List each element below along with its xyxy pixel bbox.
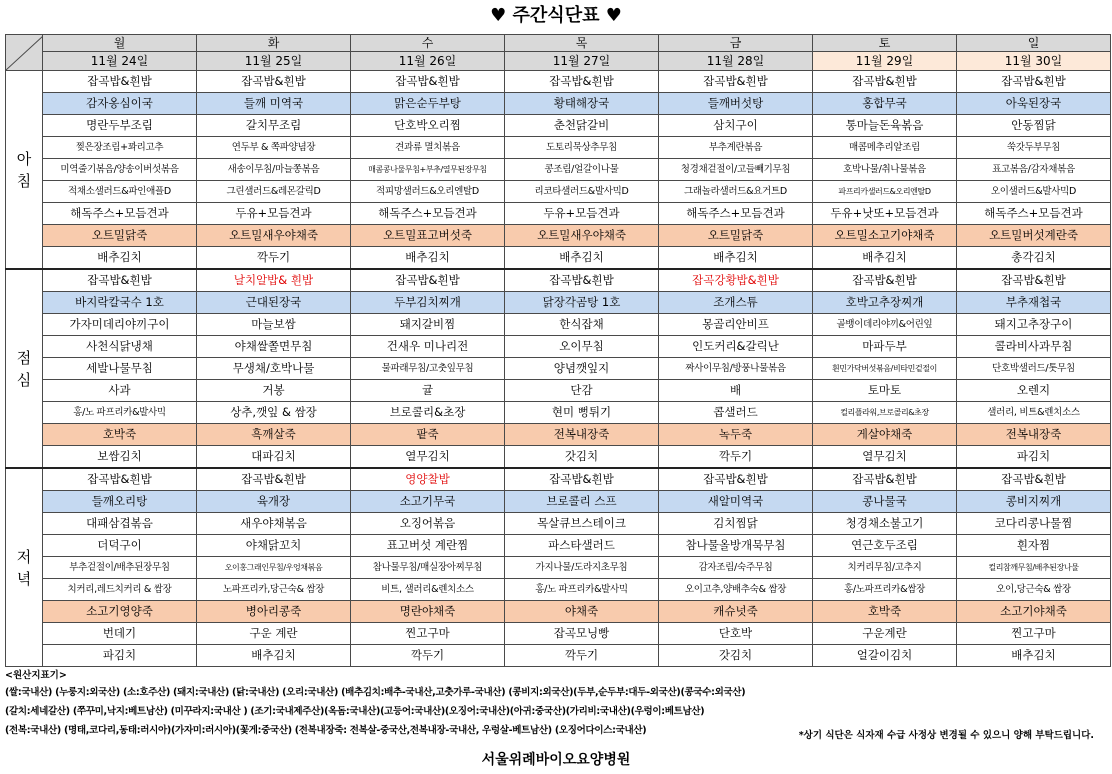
menu-item: 육개장 [197, 491, 351, 513]
menu-item: 브로콜리&초장 [351, 402, 505, 424]
menu-item: 해독주스+모듬견과 [957, 203, 1111, 225]
menu-item: 샐러리, 비트&렌치소스 [957, 402, 1111, 424]
menu-item: 연두부 & 쪽파양념장 [197, 137, 351, 159]
weekday-sat: 토 [813, 35, 957, 52]
menu-item: 새알미역국 [659, 491, 813, 513]
menu-item: 조개스튜 [659, 292, 813, 314]
menu-item: 몽골리안비프 [659, 314, 813, 336]
menu-item: 파프리카샐러드&오리엔탈D [813, 181, 957, 203]
menu-item: 안동찜닭 [957, 115, 1111, 137]
menu-item: 들깨버섯탕 [659, 93, 813, 115]
menu-item: 도토리묵상추무침 [505, 137, 659, 159]
menu-item: 미역줄기볶음/양송이버섯볶음 [43, 159, 197, 181]
menu-item: 해독주스+모듬견과 [43, 203, 197, 225]
menu-row-porr [6, 424, 1111, 446]
menu-item: 참나물올방개묵무침 [659, 535, 813, 557]
change-notice: *상기 식단은 식자재 수급 사정상 변경될 수 있으니 양해 부탁드립니다. [798, 730, 1094, 741]
menu-item: 상추,깻잎 & 쌈장 [197, 402, 351, 424]
menu-item: 호박고추장찌개 [813, 292, 957, 314]
menu-item: 명란야채죽 [351, 601, 505, 623]
hospital-name: 서울위례바이오요양병원 [481, 752, 631, 768]
menu-item: 깍두기 [351, 645, 505, 667]
menu-item: 소고기무국 [351, 491, 505, 513]
menu-item: 잡곡강황밥&흰밥 [659, 269, 813, 292]
menu-item: 배추김치 [659, 247, 813, 270]
menu-item: 마늘보쌈 [197, 314, 351, 336]
menu-item: 감자조림/숙주무침 [659, 557, 813, 579]
menu-item: 리코타샐러드&발사믹D [505, 181, 659, 203]
menu-item: 오렌지 [957, 380, 1111, 402]
menu-item: 김치찜닭 [659, 513, 813, 535]
menu-item: 홍합무국 [813, 93, 957, 115]
date-wed: 11월 26일 [351, 52, 505, 71]
menu-item: 잡곡밥&흰밥 [43, 468, 197, 491]
menu-item: 가지나물/도라지초무침 [505, 557, 659, 579]
menu-item: 콥샐러드 [659, 402, 813, 424]
menu-item: 그린샐러드&레몬갈릭D [197, 181, 351, 203]
menu-item: 부추계란볶음 [659, 137, 813, 159]
menu-item: 캐슈넛죽 [659, 601, 813, 623]
menu-item: 흰자찜 [957, 535, 1111, 557]
menu-item: 얼갈이김치 [813, 645, 957, 667]
origin-line: (쌀:국내산) (누룽지:외국산) (소:호주산) (돼지:국내산) (닭:국내산) (오리:국내산) (배추김치:배추-국내산,고춧가루-국내산) (콩비지:외국산)(두부,순두부:대두-외국산)(콩국수:외국산) [5, 687, 746, 698]
menu-row-side [6, 115, 1111, 137]
menu-item: 마파두부 [813, 336, 957, 358]
menu-item: 두유+모듬견과 [505, 203, 659, 225]
menu-item: 적채소샐러드&파인애플D [43, 181, 197, 203]
menu-item: 청경채겉절이/고들빼기무침 [659, 159, 813, 181]
menu-item: 단호박샐러드/톳무침 [957, 358, 1111, 380]
menu-item: 춘천닭갈비 [505, 115, 659, 137]
menu-row-kimchi [6, 645, 1111, 667]
menu-item: 단감 [505, 380, 659, 402]
menu-item: 배 [659, 380, 813, 402]
menu-item: 잡곡밥&흰밥 [659, 71, 813, 93]
menu-row-side [6, 181, 1111, 203]
menu-item: 배추김치 [505, 247, 659, 270]
menu-item: 갈치무조림 [197, 115, 351, 137]
menu-item: 잡곡밥&흰밥 [813, 269, 957, 292]
menu-row-side [6, 579, 1111, 601]
menu-item: 병아리콩죽 [197, 601, 351, 623]
menu-item: 돼지고추장구이 [957, 314, 1111, 336]
menu-item: 갓김치 [505, 446, 659, 469]
menu-item: 날치알밥& 흰밥 [197, 269, 351, 292]
menu-item: 오이샐러드&발사믹D [957, 181, 1111, 203]
menu-item: 대패삼겹볶음 [43, 513, 197, 535]
menu-row-side [6, 358, 1111, 380]
menu-item: 오징어볶음 [351, 513, 505, 535]
menu-item: 찐고구마 [351, 623, 505, 645]
menu-item: 부추겉절이/배추된장무침 [43, 557, 197, 579]
menu-item: 들깨오리탕 [43, 491, 197, 513]
weekday-header-row [6, 35, 1111, 52]
menu-row-soup [6, 93, 1111, 115]
menu-item: 총각김치 [957, 247, 1111, 270]
menu-item: 적피망샐러드&오리엔탈D [351, 181, 505, 203]
weekday-fri: 금 [659, 35, 813, 52]
menu-item: 잡곡밥&흰밥 [957, 71, 1111, 93]
menu-item: 파김치 [43, 645, 197, 667]
menu-item: 황태해장국 [505, 93, 659, 115]
menu-item: 소고기영양죽 [43, 601, 197, 623]
menu-item: 번데기 [43, 623, 197, 645]
menu-item: 물파래무침/고춧잎무침 [351, 358, 505, 380]
menu-item: 오트밀버섯계란죽 [957, 225, 1111, 247]
menu-item: 더덕구이 [43, 535, 197, 557]
menu-item: 야채죽 [505, 601, 659, 623]
menu-item: 찢은장조림+꽈리고추 [43, 137, 197, 159]
date-tue: 11월 25일 [197, 52, 351, 71]
menu-item: 짜사이무침/방풍나물볶음 [659, 358, 813, 380]
menu-item: 인도커리&갈릭난 [659, 336, 813, 358]
menu-item: 치커리,레드치커리 & 쌈장 [43, 579, 197, 601]
menu-item: 거봉 [197, 380, 351, 402]
menu-row-side [6, 203, 1111, 225]
menu-item: 현미 뻥튀기 [505, 402, 659, 424]
menu-item: 삼치구이 [659, 115, 813, 137]
menu-item: 세발나물무침 [43, 358, 197, 380]
menu-item: 연근호두조림 [813, 535, 957, 557]
menu-item: 콩조림/얼갈이나물 [505, 159, 659, 181]
menu-row-side [6, 159, 1111, 181]
menu-item: 잡곡밥&흰밥 [43, 71, 197, 93]
menu-item: 홍/노 파프리카&발사믹 [505, 579, 659, 601]
menu-item: 매콤콩나물무침+부추/열무된장무침 [351, 159, 505, 181]
menu-item: 대파김치 [197, 446, 351, 469]
menu-item: 잡곡밥&흰밥 [813, 71, 957, 93]
menu-item: 구운 계란 [197, 623, 351, 645]
date-thu: 11월 27일 [505, 52, 659, 71]
menu-item: 오이고추,양배추숙& 쌈장 [659, 579, 813, 601]
menu-item: 단호박 [659, 623, 813, 645]
menu-item: 호박죽 [813, 601, 957, 623]
menu-item: 귤 [351, 380, 505, 402]
menu-item: 잡곡밥&흰밥 [505, 269, 659, 292]
menu-item: 해독주스+모듬견과 [351, 203, 505, 225]
menu-row-rice [6, 71, 1111, 93]
menu-item: 통마늘돈육볶음 [813, 115, 957, 137]
menu-row-side [6, 535, 1111, 557]
menu-item: 전복내장죽 [505, 424, 659, 446]
menu-item: 깍두기 [505, 645, 659, 667]
meal-label: 저 녁 [6, 468, 43, 667]
menu-item: 오트밀새우야채죽 [197, 225, 351, 247]
menu-item: 파스타샐러드 [505, 535, 659, 557]
menu-row-side [6, 137, 1111, 159]
menu-item: 컬리참깨무침/배추된장나물 [957, 557, 1111, 579]
menu-item: 건새우 미나리전 [351, 336, 505, 358]
date-fri: 11월 28일 [659, 52, 813, 71]
menu-item: 소고기야채죽 [957, 601, 1111, 623]
menu-row-side [6, 380, 1111, 402]
menu-row-side [6, 402, 1111, 424]
menu-item: 전복내장죽 [957, 424, 1111, 446]
page-title: ♥ 주간식단표 ♥ [490, 5, 622, 26]
menu-item: 골뱅이데리야끼&어린잎 [813, 314, 957, 336]
menu-item: 해독주스+모듬견과 [659, 203, 813, 225]
menu-item: 영양찰밥 [351, 468, 505, 491]
menu-item: 참나물무침/매실장아찌무침 [351, 557, 505, 579]
menu-item: 잡곡밥&흰밥 [197, 468, 351, 491]
weekday-sun: 일 [957, 35, 1111, 52]
menu-item: 코다리콩나물찜 [957, 513, 1111, 535]
menu-item: 오트밀새우야채죽 [505, 225, 659, 247]
menu-item: 잡곡밥&흰밥 [659, 468, 813, 491]
menu-item: 잡곡모닝빵 [505, 623, 659, 645]
weekday-wed: 수 [351, 35, 505, 52]
menu-item: 그래놀라샐러드&요거트D [659, 181, 813, 203]
menu-item: 노파프리카,당근숙& 쌈장 [197, 579, 351, 601]
menu-row-porr [6, 601, 1111, 623]
weekday-tue: 화 [197, 35, 351, 52]
menu-item: 잡곡밥&흰밥 [351, 269, 505, 292]
menu-row-side [6, 336, 1111, 358]
menu-item: 두부김치찌개 [351, 292, 505, 314]
menu-item: 배추김치 [351, 247, 505, 270]
menu-item: 오이,당근숙& 쌈장 [957, 579, 1111, 601]
menu-item: 잡곡밥&흰밥 [351, 71, 505, 93]
meal-label: 아 침 [6, 71, 43, 270]
menu-item: 돼지갈비찜 [351, 314, 505, 336]
menu-item: 브로콜리 스프 [505, 491, 659, 513]
menu-item: 두유+모듬견과 [197, 203, 351, 225]
menu-item: 열무김치 [351, 446, 505, 469]
origin-heading: <원산지표기> [5, 670, 67, 681]
menu-item: 오트밀표고버섯죽 [351, 225, 505, 247]
menu-row-kimchi [6, 247, 1111, 270]
menu-row-rice [6, 468, 1111, 491]
origin-line: (전복:국내산) (명태,코다리,동태:러시아)(가자미:러시아)(꽃게:중국산) (전복내장죽: 전복살-중국산,전복내장-국내산, 우렁살-베트남산) (오징어다이스:국내산) [5, 725, 647, 736]
menu-item: 흑깨살죽 [197, 424, 351, 446]
menu-item: 표고버섯 계란찜 [351, 535, 505, 557]
menu-item: 맑은순두부탕 [351, 93, 505, 115]
menu-row-porr [6, 225, 1111, 247]
menu-item: 야채닭꼬치 [197, 535, 351, 557]
menu-item: 갓김치 [659, 645, 813, 667]
menu-item: 잡곡밥&흰밥 [957, 468, 1111, 491]
menu-item: 들깨 미역국 [197, 93, 351, 115]
menu-item: 깍두기 [659, 446, 813, 469]
date-sun: 11월 30일 [957, 52, 1111, 71]
menu-item: 오트밀닭죽 [43, 225, 197, 247]
menu-item: 목살큐브스테이크 [505, 513, 659, 535]
date-sat: 11월 29일 [813, 52, 957, 71]
menu-item: 무생채/호박나물 [197, 358, 351, 380]
menu-item: 견과류 멸치볶음 [351, 137, 505, 159]
menu-row-soup [6, 491, 1111, 513]
menu-item: 야채쌀쫄면무침 [197, 336, 351, 358]
menu-item: 깍두기 [197, 247, 351, 270]
menu-item: 컬리플라워,브로콜리&초장 [813, 402, 957, 424]
date-mon: 11월 24일 [43, 52, 197, 71]
menu-item: 잡곡밥&흰밥 [197, 71, 351, 93]
menu-item: 치커리무침/고추지 [813, 557, 957, 579]
menu-item: 게살야채죽 [813, 424, 957, 446]
menu-item: 팥죽 [351, 424, 505, 446]
menu-item: 사과 [43, 380, 197, 402]
menu-row-kimchi [6, 446, 1111, 469]
menu-item: 구운계란 [813, 623, 957, 645]
menu-item: 비트, 샐러리&렌치소스 [351, 579, 505, 601]
menu-item: 파김치 [957, 446, 1111, 469]
menu-item: 한식잡채 [505, 314, 659, 336]
menu-body [6, 71, 1111, 667]
menu-row-side [6, 623, 1111, 645]
menu-item: 잡곡밥&흰밥 [957, 269, 1111, 292]
menu-item: 배추김치 [957, 645, 1111, 667]
menu-item: 오트밀닭죽 [659, 225, 813, 247]
menu-item: 청경채소불고기 [813, 513, 957, 535]
menu-item: 녹두죽 [659, 424, 813, 446]
menu-item: 보쌈김치 [43, 446, 197, 469]
menu-item: 홍/노파프리카&쌈장 [813, 579, 957, 601]
menu-item: 콜라비사과무침 [957, 336, 1111, 358]
menu-item: 호박죽 [43, 424, 197, 446]
meal-label: 점 심 [6, 269, 43, 468]
menu-item: 새송이무침/마늘쫑볶음 [197, 159, 351, 181]
menu-item: 잡곡밥&흰밥 [813, 468, 957, 491]
origin-line: (갈치:세네갈산) (쭈꾸미,낙지:베트남산) (미꾸라지:국내산 ) (조기:국내제주산)(옥돔:국내산)(고등어:국내산)(오징어:국내산)(아귀:중국산)(가리비:국내산)(우렁이:베트남산) [5, 706, 705, 717]
menu-item: 쑥갓두부무침 [957, 137, 1111, 159]
menu-item: 배추김치 [43, 247, 197, 270]
menu-item: 배추김치 [813, 247, 957, 270]
menu-item: 잡곡밥&흰밥 [505, 468, 659, 491]
menu-item: 감자옹심이국 [43, 93, 197, 115]
menu-item: 매콤메추리알조림 [813, 137, 957, 159]
menu-item: 찐고구마 [957, 623, 1111, 645]
menu-item: 두유+낫또+모듬견과 [813, 203, 957, 225]
menu-item: 오이무침 [505, 336, 659, 358]
menu-item: 배추김치 [197, 645, 351, 667]
menu-item: 사천식닭냉채 [43, 336, 197, 358]
menu-item: 아욱된장국 [957, 93, 1111, 115]
menu-item: 근대된장국 [197, 292, 351, 314]
corner-cell [6, 35, 43, 71]
origin-info [5, 668, 1110, 740]
menu-item: 콩비지찌개 [957, 491, 1111, 513]
menu-row-side [6, 314, 1111, 336]
menu-item: 바지락칼국수 1호 [43, 292, 197, 314]
menu-item: 잡곡밥&흰밥 [505, 71, 659, 93]
menu-item: 열무김치 [813, 446, 957, 469]
menu-item: 닭장각곰탕 1호 [505, 292, 659, 314]
menu-row-soup [6, 292, 1111, 314]
menu-item: 부추재첩국 [957, 292, 1111, 314]
date-header-row [6, 52, 1111, 71]
menu-item: 가자미데리야끼구이 [43, 314, 197, 336]
menu-item: 오이홍그래인무침/우엉채볶음 [197, 557, 351, 579]
weekday-thu: 목 [505, 35, 659, 52]
menu-item: 토마토 [813, 380, 957, 402]
menu-item: 호박나물/취나물볶음 [813, 159, 957, 181]
menu-row-side [6, 557, 1111, 579]
menu-item: 새우야채볶음 [197, 513, 351, 535]
menu-item: 오트밀소고기야채죽 [813, 225, 957, 247]
menu-item: 잡곡밥&흰밥 [43, 269, 197, 292]
menu-row-rice [6, 269, 1111, 292]
menu-item: 콩나물국 [813, 491, 957, 513]
menu-item: 홍/노 파프리카&발사믹 [43, 402, 197, 424]
menu-item: 표고볶음/감자채볶음 [957, 159, 1111, 181]
menu-row-side [6, 513, 1111, 535]
menu-item: 명란두부조림 [43, 115, 197, 137]
menu-item: 양념깻잎지 [505, 358, 659, 380]
weekly-menu-table [5, 34, 1111, 667]
menu-item: 흰민가닥버섯볶음/비타민겉절이 [813, 358, 957, 380]
menu-item: 단호박오리찜 [351, 115, 505, 137]
weekday-mon: 월 [43, 35, 197, 52]
